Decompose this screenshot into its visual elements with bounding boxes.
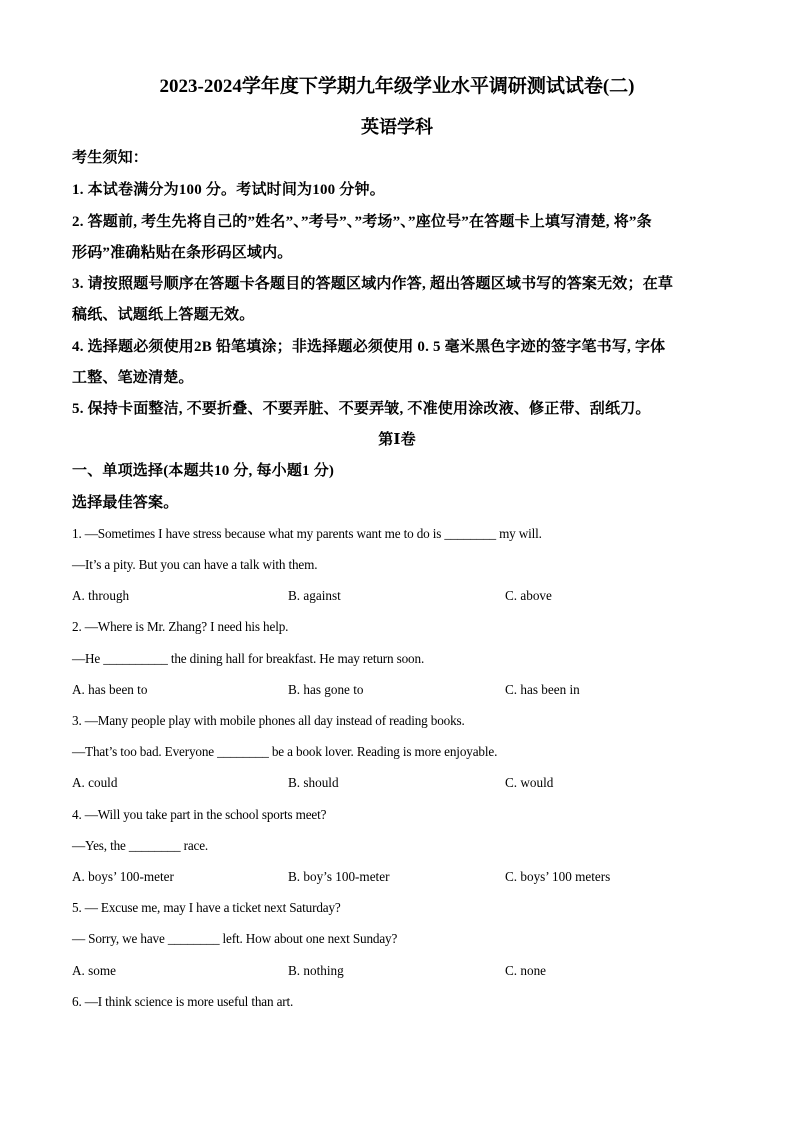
question-options — [72, 867, 722, 887]
exam-title: 2023-2024学年度下学期九年级学业水平调研测试试卷(二) — [159, 76, 635, 97]
option-a: A. through — [72, 588, 130, 603]
instruction-line: 形码”准确粘贴在条形码区域内。 — [72, 245, 293, 261]
instruction-line: 2. 答题前, 考生先将自己的”姓名”、”考号”、”考场”、”座位号”在答题卡上填写清楚, 将”条 — [72, 214, 652, 230]
instruction-line: 工整、笔迹清楚。 — [72, 370, 194, 386]
instruction-line: 3. 请按照题号顺序在答题卡各题目的答题区域内作答, 超出答题区域书写的答案无效；在草 — [72, 276, 674, 292]
instruction-line: 4. 选择题必须使用2B 铅笔填涂；非选择题必须使用 0. 5 毫米黑色字迹的签字笔书写, 字体 — [72, 339, 666, 355]
option-c: C. above — [505, 588, 552, 603]
question-options — [72, 773, 722, 793]
subject-title: 英语学科 — [361, 117, 433, 137]
option-a: A. has been to — [72, 682, 148, 697]
option-b: B. boy’s 100-meter — [288, 869, 390, 884]
option-a: A. boys’ 100-meter — [72, 869, 174, 884]
section-title: 一、单项选择(本题共10 分, 每小题1 分) — [72, 463, 335, 479]
option-c: C. boys’ 100 meters — [505, 869, 611, 884]
option-b: B. should — [288, 775, 339, 790]
question-stem: 4. —Will you take part in the school sports meet? — [72, 807, 327, 822]
option-b: B. has gone to — [288, 682, 364, 697]
option-b: B. against — [288, 588, 341, 603]
question-reply: —Yes, the ________ race. — [72, 838, 209, 853]
question-reply: —He __________ the dining hall for breakfast. He may return soon. — [72, 651, 425, 666]
option-a: A. could — [72, 775, 118, 790]
option-a: A. some — [72, 963, 116, 978]
option-c: C. none — [505, 963, 547, 978]
question-options — [72, 961, 722, 981]
question-stem: 1. —Sometimes I have stress because what my parents want me to do is ________ my will. — [72, 526, 542, 541]
instruction-line: 5. 保持卡面整洁, 不要折叠、不要弄脏、不要弄皱, 不准使用涂改液、修正带、刮纸刀。 — [72, 401, 651, 417]
option-c: C. has been in — [505, 682, 580, 697]
instruction-line: 稿纸、试题纸上答题无效。 — [72, 307, 255, 323]
option-b: B. nothing — [288, 963, 344, 978]
question-reply: — Sorry, we have ________ left. How about one next Sunday? — [72, 931, 398, 946]
question-reply: —That’s too bad. Everyone ________ be a book lover. Reading is more enjoyable. — [72, 744, 498, 759]
section-instruction: 选择最佳答案。 — [72, 495, 179, 511]
question-stem: 5. — Excuse me, may I have a ticket next Saturday? — [72, 900, 341, 915]
question-stem: 3. —Many people play with mobile phones all day instead of reading books. — [72, 713, 465, 728]
option-c: C. would — [505, 775, 554, 790]
question-options — [72, 586, 722, 606]
instruction-line: 1. 本试卷满分为100 分。考试时间为100 分钟。 — [72, 182, 385, 198]
instructions-heading: 考生须知： — [72, 150, 149, 166]
question-stem: 6. —I think science is more useful than art. — [72, 994, 294, 1009]
part-label: 第Ⅰ卷 — [378, 432, 416, 448]
question-options — [72, 680, 722, 700]
question-reply: —It’s a pity. But you can have a talk with them. — [72, 557, 318, 572]
question-stem: 2. —Where is Mr. Zhang? I need his help. — [72, 619, 289, 634]
